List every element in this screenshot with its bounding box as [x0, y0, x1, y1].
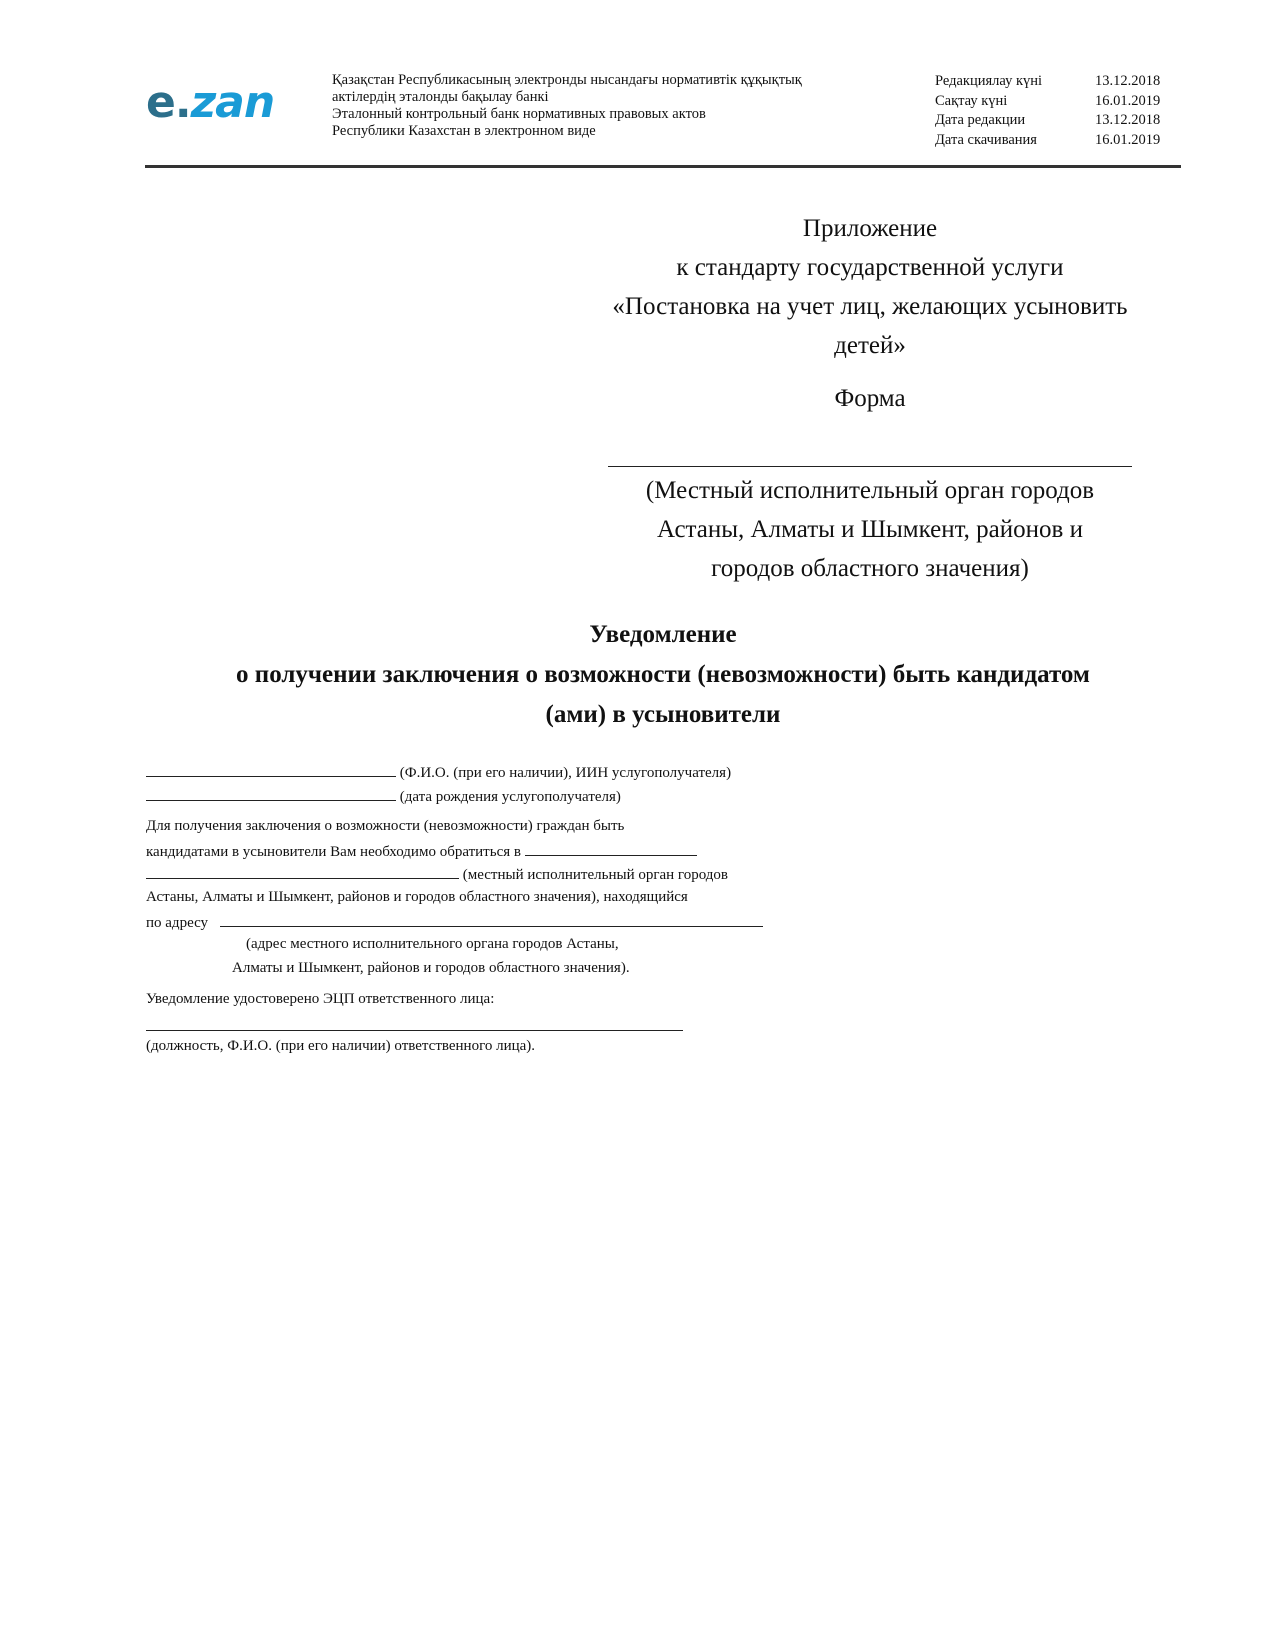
- address-caption-line-2: Алматы и Шымкент, районов и городов областного значения).: [232, 960, 630, 976]
- signer-blank-line: [146, 1030, 683, 1031]
- body-line-5: [146, 912, 763, 932]
- logo-dot: .: [174, 77, 191, 128]
- body-line-2-text: кандидатами в усыновители Вам необходимо обратиться в: [146, 844, 521, 860]
- birth-date-blank: [146, 786, 396, 801]
- title-line: о получении заключения о возможности (невозможности) быть кандидатом: [236, 661, 1090, 688]
- certified-by: Уведомление удостоверено ЭЦП ответственного лица:: [146, 991, 495, 1007]
- header-desc-line: Қазақстан Республикасының электронды нысандағы нормативтік құқықтық: [332, 72, 802, 88]
- address-label: по адресу: [146, 915, 209, 931]
- meta-value: 16.01.2019: [1095, 131, 1161, 148]
- fio-iin-caption: (Ф.И.О. (при его наличии), ИИН услугополучателя): [399, 765, 732, 781]
- meta-row: [935, 92, 1175, 112]
- org-name-blank: [525, 841, 697, 856]
- address-caption-line-1: (адрес местного исполнительного органа городов Астаны,: [246, 936, 619, 952]
- org-blank-line: [608, 466, 1132, 467]
- fio-iin-field: [146, 762, 731, 782]
- org-caption: [560, 471, 1180, 588]
- appendix-line: «Постановка на учет лиц, желающих усыновить: [612, 293, 1128, 320]
- header-description: [332, 72, 892, 140]
- body-line-2: [146, 841, 697, 861]
- fio-iin-blank: [146, 762, 396, 777]
- body-line-4: Астаны, Алматы и Шымкент, районов и городов областного значения), находящийся: [146, 889, 688, 905]
- meta-label: Дата редакции: [935, 112, 1026, 128]
- logo-e: e: [146, 77, 175, 128]
- signer-caption: (должность, Ф.И.О. (при его наличии) ответственного лица).: [146, 1038, 536, 1054]
- org-caption-line: Астаны, Алматы и Шымкент, районов и: [657, 516, 1083, 543]
- address-blank: [220, 912, 763, 927]
- header-desc-line: Эталонный контрольный банк нормативных правовых актов: [332, 106, 706, 122]
- birth-date-caption: (дата рождения услугополучателя): [399, 789, 621, 805]
- form-label: Форма: [834, 385, 906, 412]
- meta-label: Дата скачивания: [935, 131, 1037, 148]
- header-divider: [145, 165, 1181, 168]
- meta-label: Сақтау күні: [935, 92, 1008, 109]
- header-desc-line: Республики Казахстан в электронном виде: [332, 123, 596, 139]
- org-caption-line: городов областного значения): [711, 555, 1029, 582]
- appendix-line: детей»: [834, 332, 906, 359]
- appendix-block: [560, 209, 1180, 365]
- meta-row: [935, 72, 1175, 92]
- header-desc-line: актілердің эталонды бақылау банкі: [332, 89, 549, 105]
- meta-value: 13.12.2018: [1095, 73, 1161, 89]
- meta-value: 16.01.2019: [1095, 92, 1161, 109]
- header-meta: [935, 72, 1175, 150]
- org-caption-line: (Местный исполнительный орган городов: [645, 477, 1095, 504]
- body-line-3: [146, 864, 728, 884]
- meta-label: Редакциялау күні: [935, 73, 1043, 89]
- birth-date-field: [146, 786, 621, 806]
- body-line-3-text: (местный исполнительный орган городов: [462, 867, 728, 883]
- appendix-line: к стандарту государственной услуги: [676, 254, 1064, 281]
- logo-zan: zan: [190, 77, 275, 128]
- ezan-logo: [146, 78, 274, 128]
- meta-row: [935, 111, 1175, 131]
- meta-row: [935, 131, 1175, 151]
- title-line: (ами) в усыновители: [545, 701, 781, 728]
- body-line-1: Для получения заключения о возможности (невозможности) граждан быть: [146, 818, 625, 834]
- meta-value: 13.12.2018: [1095, 112, 1161, 128]
- org-name-blank-2: [146, 864, 459, 879]
- title-line: Уведомление: [589, 621, 737, 648]
- appendix-line: Приложение: [802, 215, 938, 242]
- document-title: [145, 615, 1181, 735]
